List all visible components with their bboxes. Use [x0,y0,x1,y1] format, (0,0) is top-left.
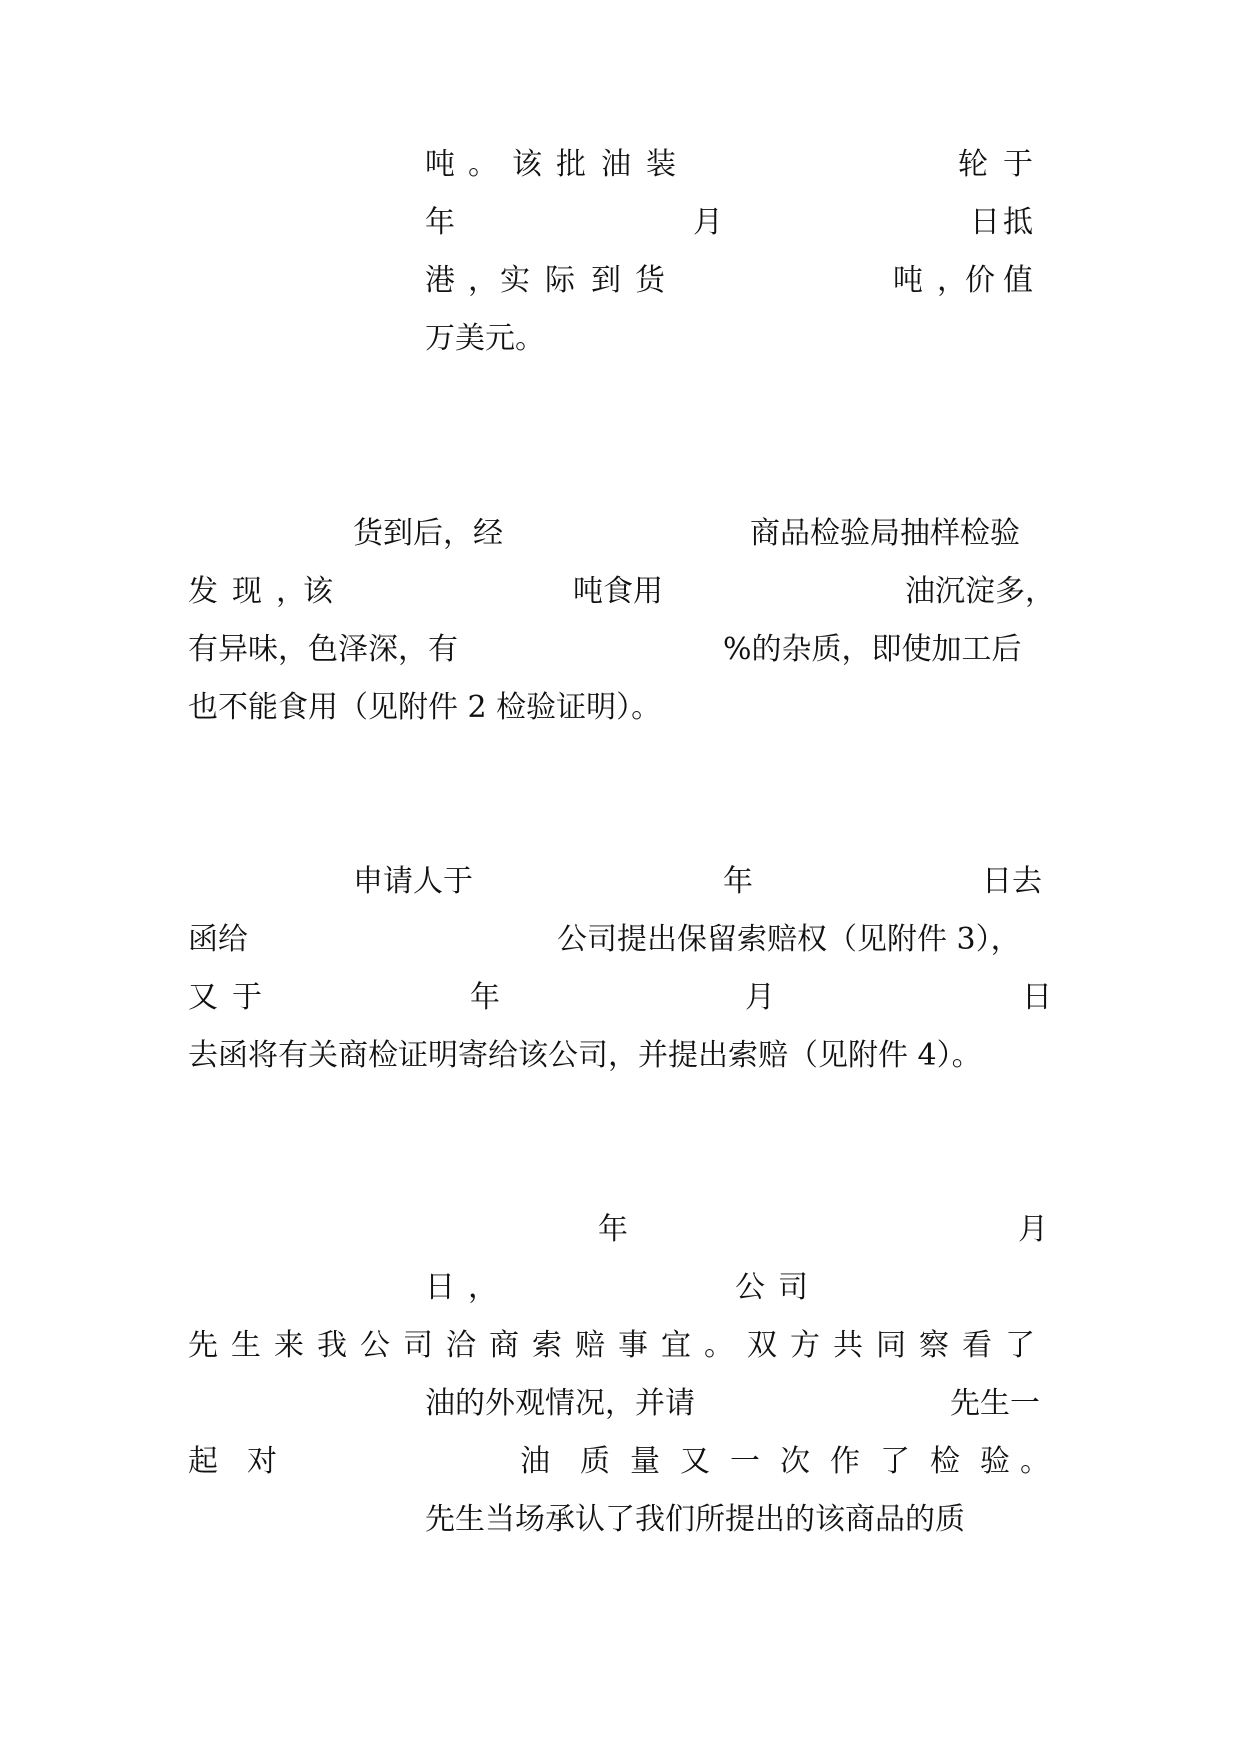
text-segment: 年 [425,205,455,240]
text-line [0,514,1241,554]
text-segment: 。 [1020,1444,1050,1479]
text-line [0,630,1241,670]
text-segment: 宜 [661,1328,691,1363]
text-segment: 月 [745,980,775,1015]
text-segment: 公司提出保留索赔权（见附件 3）， [557,922,1021,957]
text-segment: 装 [646,147,676,182]
text-segment: 公 [735,1270,765,1305]
text-segment: 洽 [446,1328,476,1363]
text-segment: 质 [580,1444,610,1479]
text-segment: ， [937,263,967,298]
text-segment: 该 [512,147,542,182]
text-segment: 有异味，色泽深，有 [188,632,458,667]
text-segment: 年 [598,1212,628,1247]
text-line [0,1036,1241,1076]
text-segment: 验 [980,1444,1010,1479]
text-segment: 吨 [893,263,923,298]
text-segment: 看 [962,1328,992,1363]
text-segment: 日去 [982,864,1042,899]
text-line [0,1268,1241,1308]
text-segment: 油 [520,1444,550,1479]
text-segment: 事 [618,1328,648,1363]
text-segment: 油沉淀多， [905,574,1055,609]
text-segment: 一 [730,1444,760,1479]
text-segment: 商品检验局抽样检验 [750,516,1020,551]
text-segment: 该 [303,574,333,609]
text-segment: 方 [790,1328,820,1363]
text-segment: 货到后，经 [353,516,503,551]
text-segment: 轮 [958,147,988,182]
text-segment: 吨食用 [573,574,663,609]
text-segment: 先 [188,1328,218,1363]
text-line [0,1500,1241,1540]
text-segment: 月 [1018,1212,1048,1247]
text-segment: ， [468,1270,498,1305]
text-segment: 现 [232,574,262,609]
text-segment: 我 [317,1328,347,1363]
text-segment: 先生一 [950,1386,1040,1421]
text-segment: 年 [723,864,753,899]
text-segment: 了 [880,1444,910,1479]
text-segment: 货 [635,263,665,298]
text-line [0,203,1241,243]
text-line [0,920,1241,960]
text-segment: 了 [1005,1328,1035,1363]
text-segment: 起 [188,1444,218,1479]
text-segment: 日 [1022,980,1052,1015]
text-segment: 去函将有关商检证明寄给该公司，并提出索赔（见附件 4）。 [188,1038,982,1073]
text-line [0,1326,1241,1366]
text-segment: 对 [247,1444,277,1479]
text-segment: 申请人于 [353,864,473,899]
text-segment: 函给 [188,922,248,957]
text-segment: 双 [747,1328,777,1363]
text-line [0,1442,1241,1482]
text-segment: 公 [360,1328,390,1363]
text-line [0,978,1241,1018]
text-segment: 于 [1003,147,1033,182]
text-segment: 次 [780,1444,810,1479]
text-segment: 检 [930,1444,960,1479]
text-segment: 量 [630,1444,660,1479]
text-segment: 发 [188,574,218,609]
text-segment: 值 [1003,263,1033,298]
text-segment: 年 [470,980,500,1015]
text-segment: 索 [532,1328,562,1363]
text-segment: 同 [876,1328,906,1363]
text-segment: 港 [425,263,455,298]
text-line [0,261,1241,301]
text-segment: ， [468,263,498,298]
text-line [0,1384,1241,1424]
text-segment: 又 [680,1444,710,1479]
text-segment: 司 [403,1328,433,1363]
text-line [0,688,1241,728]
text-segment: 来 [274,1328,304,1363]
text-segment: 日 [970,205,1000,240]
text-segment: 价 [965,263,995,298]
text-line [0,1210,1241,1250]
text-line [0,145,1241,185]
text-segment: 生 [231,1328,261,1363]
text-segment: 。 [468,147,498,182]
text-segment: 司 [778,1270,808,1305]
text-line [0,319,1241,359]
text-segment: 万美元。 [425,321,545,356]
text-segment: 月 [693,205,723,240]
text-segment: 共 [833,1328,863,1363]
text-segment: 先生当场承认了我们所提出的该商品的质 [425,1502,965,1537]
text-segment: 商 [489,1328,519,1363]
text-segment: 赔 [575,1328,605,1363]
text-line [0,862,1241,902]
text-segment: 油的外观情况，并请 [425,1386,695,1421]
text-segment: 日 [425,1270,455,1305]
text-segment: 实 [500,263,530,298]
text-segment: 于 [232,980,262,1015]
text-segment: 批 [556,147,586,182]
text-segment: 。 [704,1328,734,1363]
text-segment: 油 [601,147,631,182]
text-segment: ， [276,574,306,609]
text-segment: 也不能食用（见附件 2 检验证明）。 [188,690,662,725]
text-segment: %的杂质，即使加工后 [723,632,1022,667]
text-segment: 吨 [425,147,455,182]
text-segment: 际 [545,263,575,298]
text-line [0,572,1241,612]
text-segment: 察 [919,1328,949,1363]
text-segment: 抵 [1003,205,1033,240]
text-segment: 作 [830,1444,860,1479]
text-segment: 又 [188,980,218,1015]
text-segment: 到 [591,263,621,298]
